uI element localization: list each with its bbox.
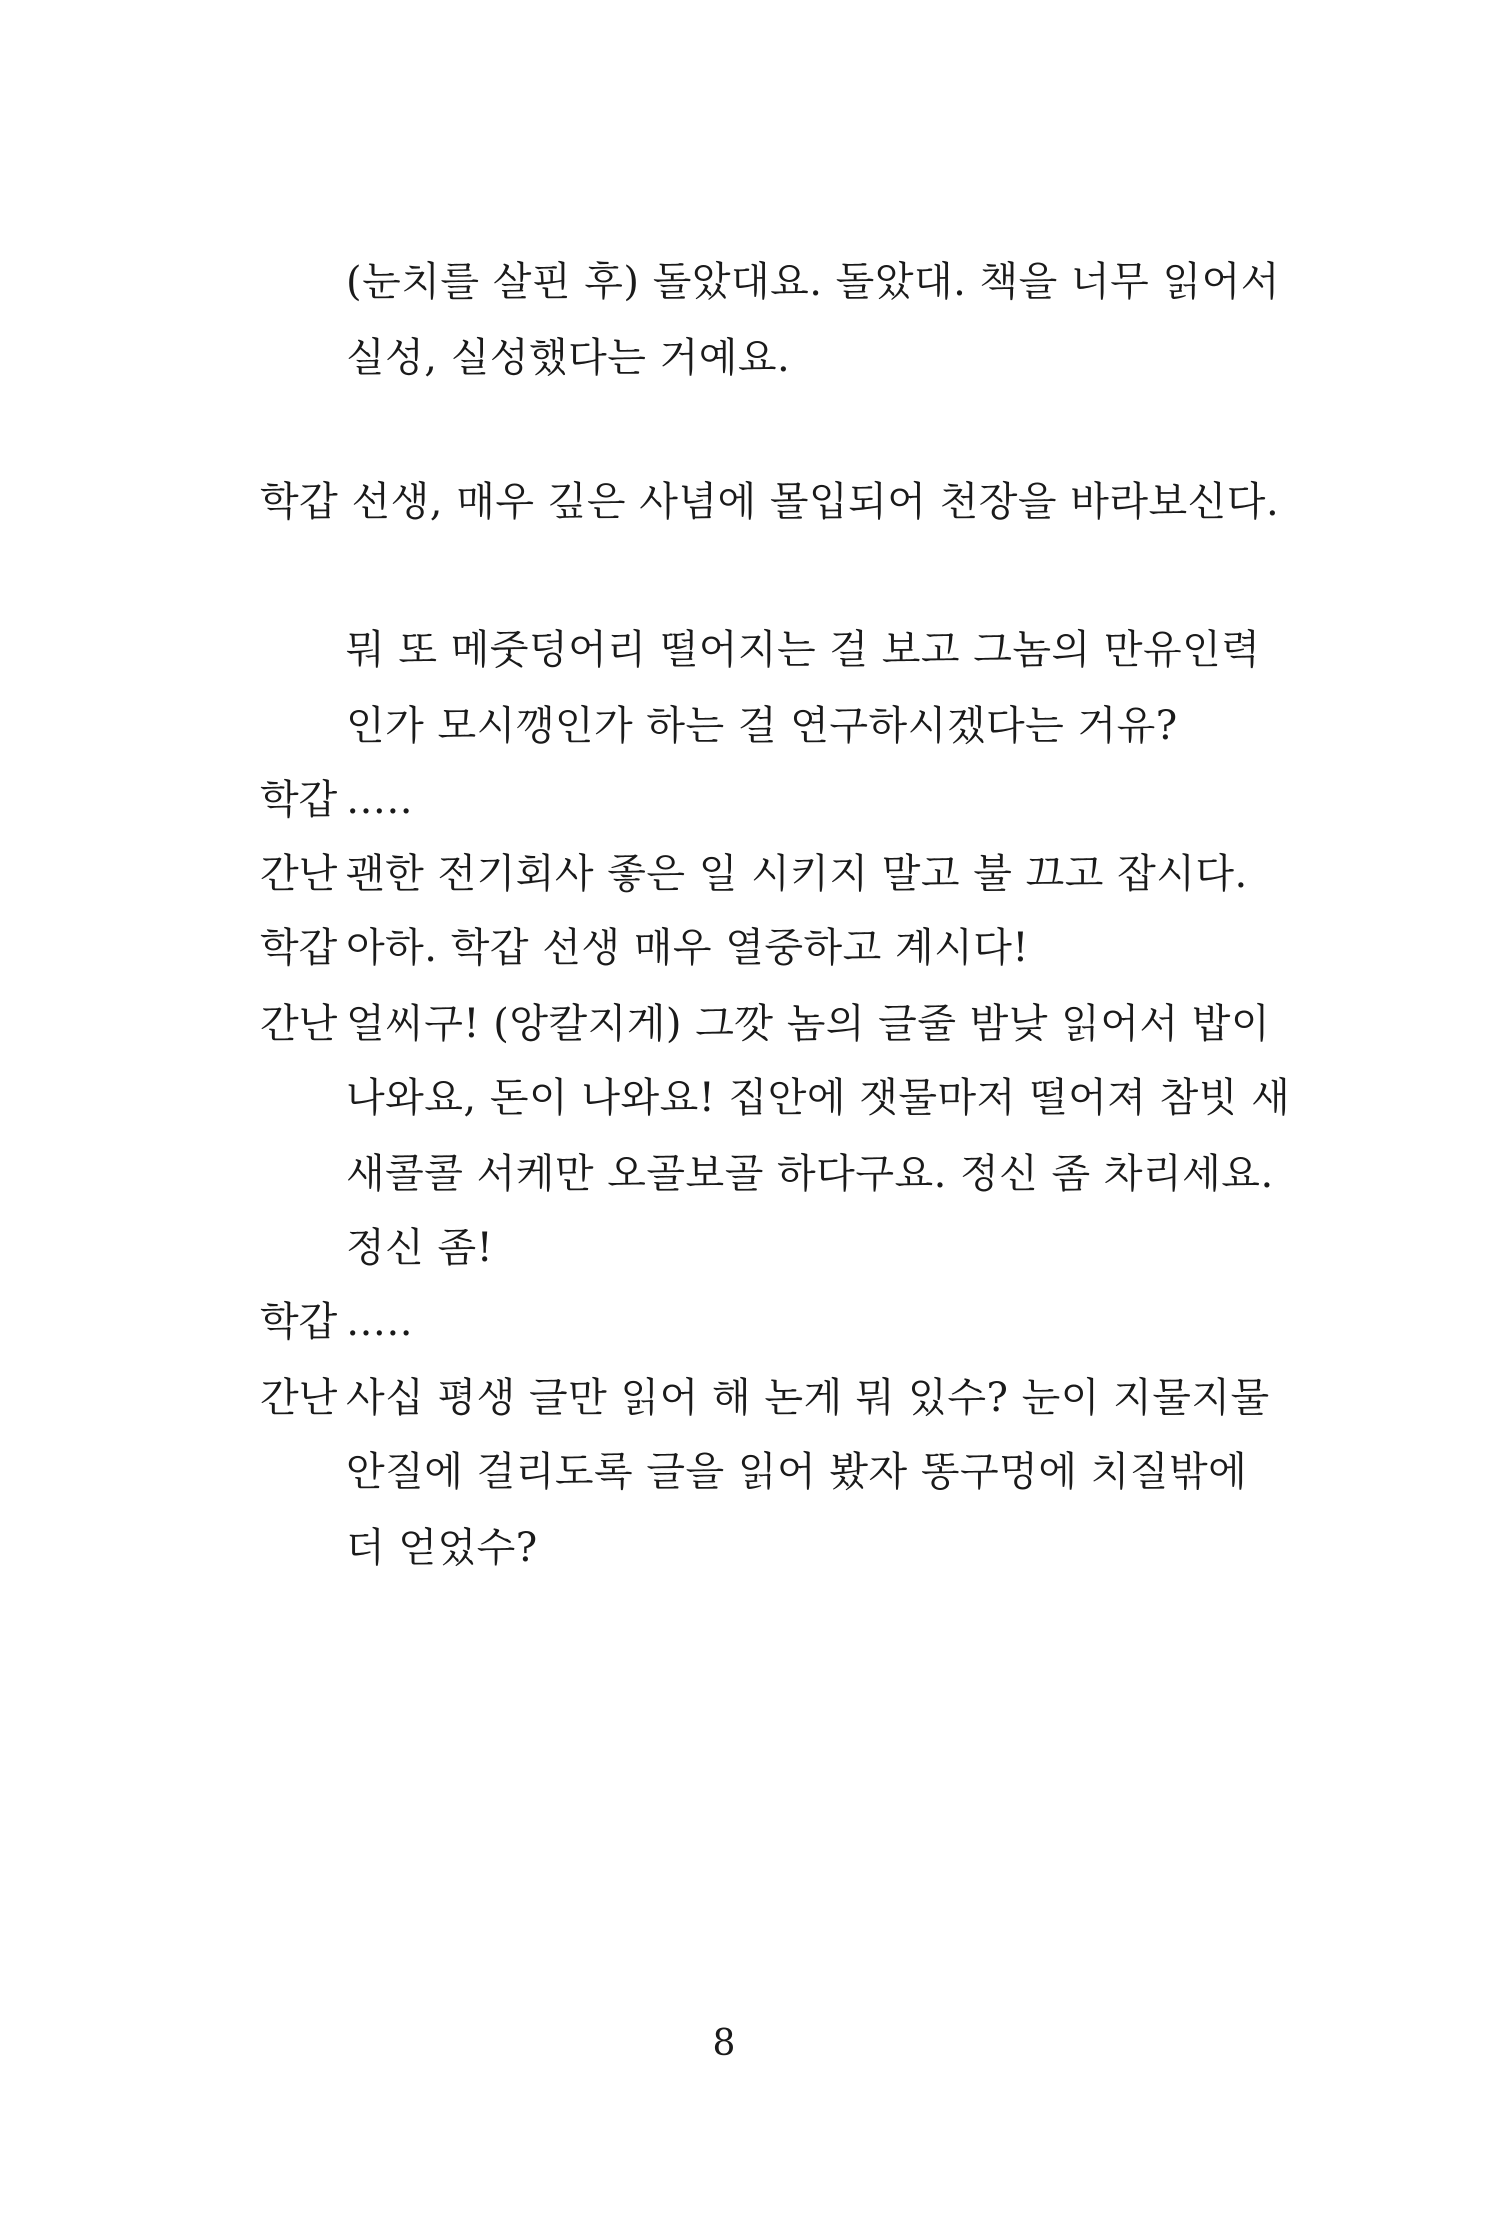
dialogue-line: 사십 평생 글만 읽어 해 논게 뭐 있수? 눈이 지물지물 (346, 1375, 1270, 1421)
dialogue-line: 뭐 또 메줏덩어리 떨어지는 걸 보고 그놈의 만유인력 (346, 627, 1261, 673)
speaker-name: 학갑 (260, 777, 338, 823)
speaker-name: 간난 (260, 1001, 338, 1047)
dialogue-line: 나와요, 돈이 나와요! 집안에 잿물마저 떨어져 참빗 새 (346, 1075, 1291, 1121)
dialogue-line: 실성, 실성했다는 거예요. (346, 335, 791, 381)
stage-direction: 학갑 선생, 매우 깊은 사념에 몰입되어 천장을 바라보신다. (260, 479, 1280, 525)
dialogue-line: (눈치를 살핀 후) 돌았대요. 돌았대. 책을 너무 읽어서 (346, 259, 1280, 305)
dialogue-line: 인가 모시깽인가 하는 걸 연구하시겠다는 거유? (346, 703, 1178, 749)
dialogue-line: ….. (346, 1299, 413, 1345)
speaker-name: 간난 (260, 1375, 338, 1421)
speaker-name: 학갑 (260, 1299, 338, 1345)
dialogue-line: 아하. 학갑 선생 매우 열중하고 계시다! (346, 925, 1029, 971)
speaker-name: 학갑 (260, 925, 338, 971)
dialogue-line: 안질에 걸리도록 글을 읽어 봤자 똥구멍에 치질밖에 (346, 1449, 1248, 1495)
dialogue-line: 새콜콜 서케만 오골보골 하다구요. 정신 좀 차리세요. (346, 1151, 1274, 1197)
dialogue-line: ….. (346, 777, 413, 823)
speaker-name: 간난 (260, 851, 338, 897)
dialogue-line: 얼씨구! (앙칼지게) 그깟 놈의 글줄 밤낮 읽어서 밥이 (346, 1001, 1271, 1047)
dialogue-line: 더 얻었수? (346, 1525, 538, 1571)
dialogue-line: 괜한 전기회사 좋은 일 시키지 말고 불 끄고 잡시다. (346, 851, 1248, 897)
dialogue-line: 정신 좀! (346, 1225, 494, 1271)
page-number: 8 (712, 2023, 736, 2064)
